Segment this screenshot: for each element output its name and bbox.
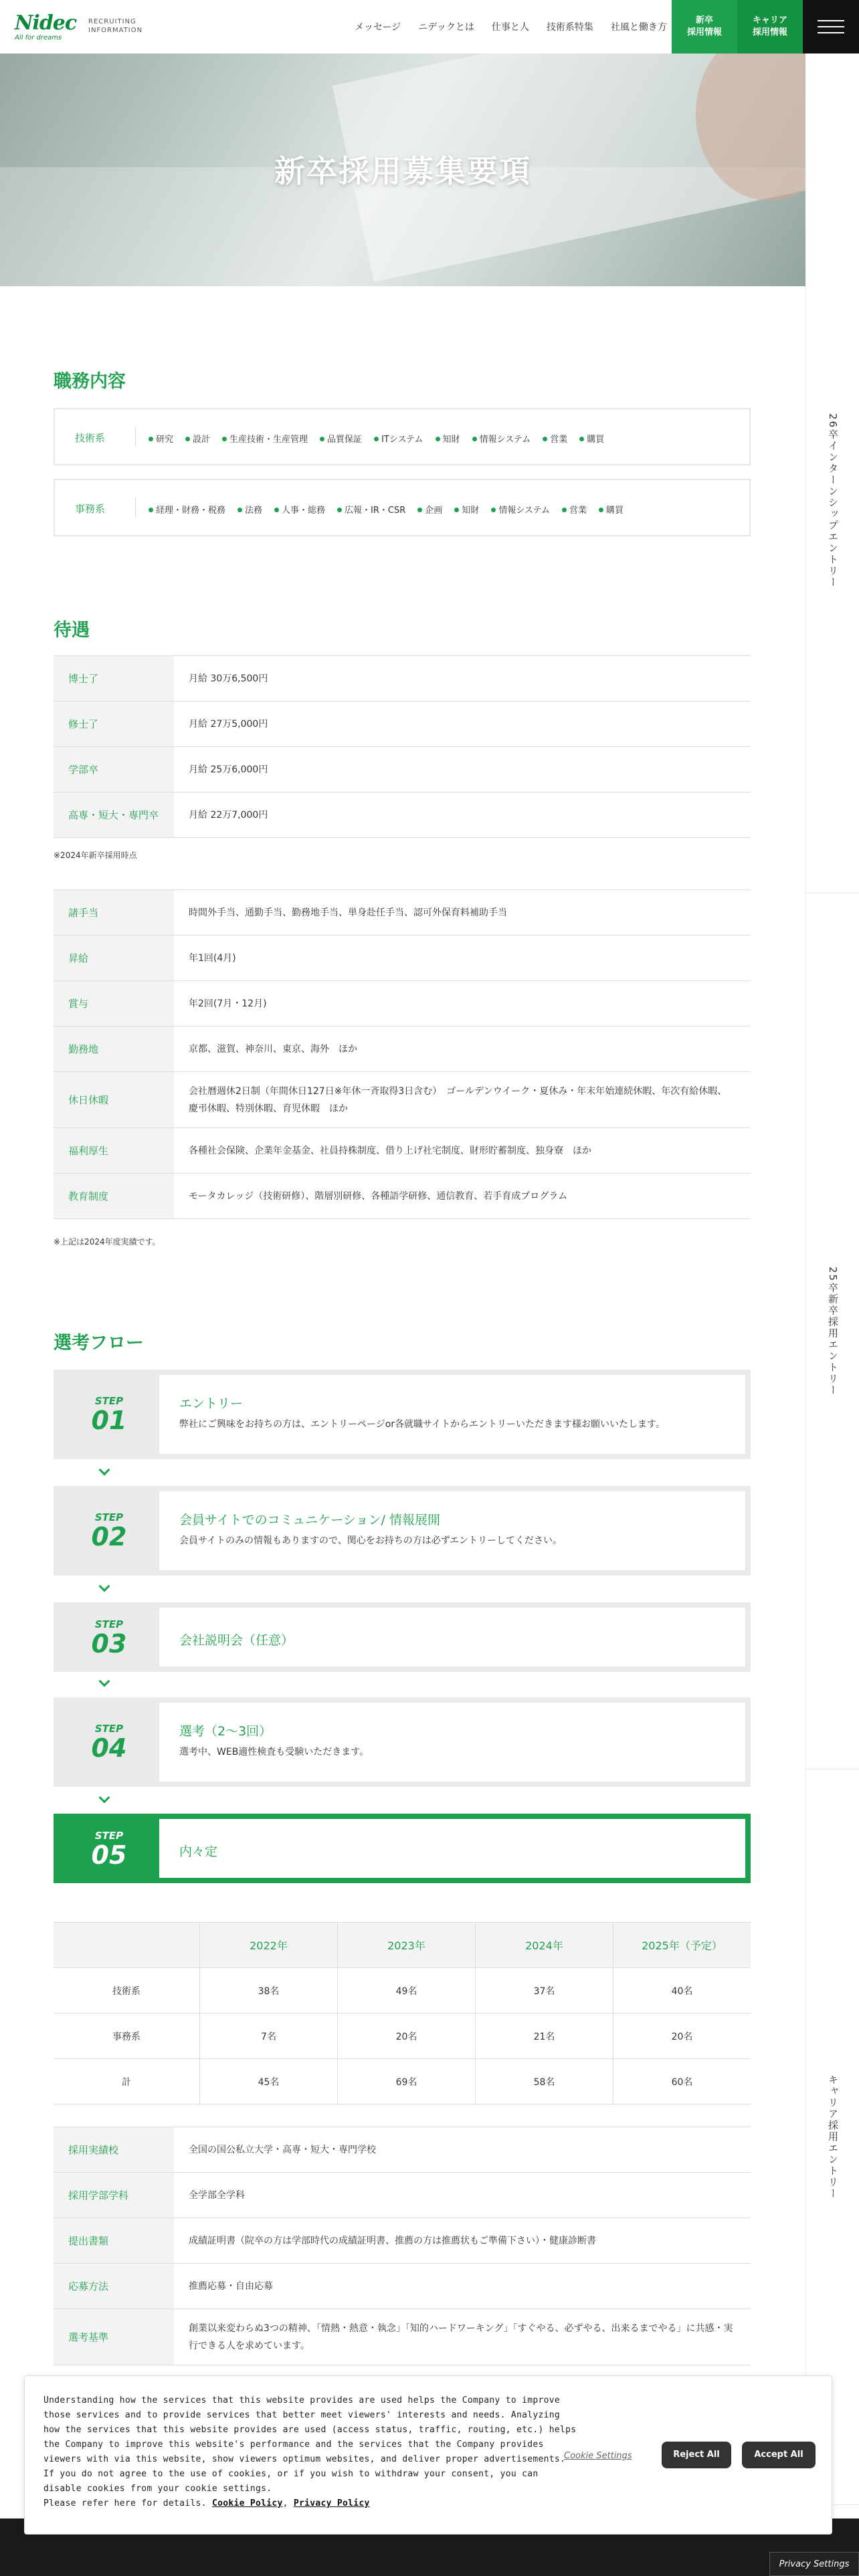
nav-work-people[interactable]: 仕事と人 [491, 22, 529, 33]
step-number [59, 1375, 159, 1454]
job-item: 営業 [543, 432, 567, 445]
job-item: 設計 [185, 432, 210, 445]
table-row [54, 936, 751, 981]
row-label: 福利厚生 [54, 1128, 174, 1173]
divider [135, 498, 136, 518]
cookie-settings-link[interactable]: Cookie Settings [564, 2451, 632, 2461]
cell: 事務系 [112, 2031, 140, 2042]
row-label: 採用学部学科 [54, 2173, 174, 2218]
career-recruit-button[interactable] [737, 0, 803, 53]
cell: 60名 [613, 2059, 751, 2104]
step-title: 内々定 [179, 1844, 218, 1859]
accept-all-button[interactable]: Accept All [742, 2442, 816, 2468]
row-label: 修士了 [54, 702, 174, 746]
cookie-text: Understanding how the services that this website provides are used helps the Company to improve those services and to provide services that better meet viewers' interests and needs. Analyzing how the services that this website provides are used (access status, traffic, routing, etc.) helps the Company to improve this website's performance and the services that the Company provides viewers with via this website, show viewers optimum websites, and deliver proper advertisements. If you do not agree to the use of cookies, or if you wish to withdraw your consent, you can disable cookies from your cookie settings. [43, 2395, 577, 2494]
job-item: 経理・財務・税務 [149, 503, 225, 516]
hiring-stats-table [54, 1922, 751, 2105]
menu-line-icon [818, 20, 844, 21]
cell: 69名 [337, 2059, 475, 2104]
table-row [54, 656, 751, 702]
job-item: 生産技術・生産管理 [222, 432, 308, 445]
table-row [54, 747, 751, 792]
flow-step-4 [54, 1697, 751, 1787]
cell: 45名 [199, 2059, 337, 2104]
cell: 38名 [199, 1968, 337, 2013]
job-item: 人事・総務 [274, 503, 325, 516]
table-row [54, 2264, 751, 2309]
row-value: 成績証明書（院卒の方は学部時代の成績証明書、推薦の方は推薦状もご準備下さい）・健康診断書 [189, 2235, 596, 2246]
step-num: 01 [91, 1406, 127, 1435]
cell: 20名 [337, 2014, 475, 2058]
job-item: 研究 [149, 432, 173, 445]
row-label: 諸手当 [54, 890, 174, 935]
hero-banner [0, 53, 805, 286]
flow-step-5 [54, 1814, 751, 1883]
side-entry-career-label: キャリア採用エントリー [827, 2074, 839, 2199]
jobs-admin-label: 事務系 [75, 503, 106, 515]
divider [135, 427, 136, 447]
job-item: 情報システム [472, 432, 531, 445]
side-entry-panel [805, 286, 859, 2493]
logo-tagline: All for dreams [15, 34, 62, 41]
step-label: STEP [94, 1395, 124, 1407]
step-num: 02 [91, 1522, 127, 1551]
cookie-policy-link[interactable]: Cookie Policy [211, 2498, 283, 2508]
job-item: 広報・IR・CSR [337, 503, 405, 516]
row-label: 採用実績校 [54, 2127, 174, 2172]
step-label: STEP [94, 1830, 124, 1842]
new-grad-label: 新卒 採用情報 [686, 15, 722, 37]
row-label: 提出書類 [54, 2218, 174, 2263]
treatment-section-title: 待遇 [54, 620, 90, 641]
table-row [54, 2014, 751, 2059]
cell: 58名 [475, 2059, 613, 2104]
row-value: 月給 25万6,000円 [189, 764, 268, 775]
chevron-down-icon [99, 1792, 110, 1804]
table-row [54, 1072, 751, 1128]
job-item: 企画 [417, 503, 442, 516]
logo-wordmark: Nidec [15, 11, 77, 35]
hamburger-menu-button[interactable] [803, 0, 859, 53]
step-num: 03 [91, 1629, 127, 1658]
reject-all-button[interactable]: Reject All [662, 2442, 731, 2468]
row-value: 全国の国公私立大学・高専・短大・専門学校 [189, 2144, 376, 2155]
page-title: 新卒採用募集要項 [274, 153, 531, 189]
row-value: 年2回(7月・12月) [189, 998, 267, 1009]
step-label: STEP [94, 1723, 124, 1735]
row-label: 応募方法 [54, 2264, 174, 2309]
jobs-tech-label: 技術系 [75, 432, 106, 444]
nav-tech-feature[interactable]: 技術系特集 [546, 22, 593, 33]
job-item: 購買 [579, 432, 604, 445]
table-row [54, 1174, 751, 1219]
jobs-tech-items [149, 432, 604, 445]
table-row [54, 1027, 751, 1072]
nidec-logo[interactable] [15, 13, 76, 41]
step-title: エントリー [179, 1396, 244, 1411]
step-desc: 弊社にご興味をお持ちの方は、エントリーページor各就職サイトからエントリーいただきます様お願いいたします。 [179, 1419, 665, 1430]
job-item: 情報システム [491, 503, 550, 516]
cell: 21名 [475, 2014, 613, 2058]
privacy-policy-link[interactable]: Privacy Policy [293, 2498, 370, 2508]
requirements-table [54, 2127, 751, 2365]
global-nav [355, 20, 667, 33]
row-value: 時間外手当、通勤手当、勤務地手当、単身赴任手当、認可外保育料補助手当 [189, 907, 507, 918]
step-number [59, 1819, 159, 1878]
step-content [179, 1394, 665, 1430]
header-cell: 2023年 [337, 1923, 475, 1967]
row-value: 推薦応募・自由応募 [189, 2280, 273, 2292]
row-label: 教育制度 [54, 1174, 174, 1218]
step-desc: 選考中、WEB適性検査も受験いただきます。 [179, 1747, 369, 1757]
job-item: ITシステム [374, 432, 423, 445]
table-row [54, 1128, 751, 1174]
cookie-refer-text: Please refer here for details. [43, 2498, 207, 2508]
privacy-settings-button[interactable]: Privacy Settings [769, 2552, 859, 2576]
row-value: 京都、滋賀、神奈川、東京、海外 ほか [189, 1043, 357, 1055]
side-entry-new-grad[interactable] [806, 893, 859, 1769]
row-label: 博士了 [54, 656, 174, 701]
step-label: STEP [94, 1618, 124, 1630]
menu-line-icon [818, 32, 844, 33]
row-value: 創業以来変わらぬ3つの精神、「情熱・熱意・執念」「知的ハードワーキング」「すぐやる、必ずやる、出来るまでやる」に共感・実行できる人を求めています。 [189, 2323, 733, 2351]
jobs-tech-box [54, 408, 751, 465]
job-item: 営業 [562, 503, 587, 516]
header-cell: 2024年 [475, 1923, 613, 1967]
jobs-section-title: 職務内容 [54, 371, 126, 392]
chevron-down-icon [99, 1676, 110, 1687]
side-entry-internship-label: 26卒インターンシップエントリー [827, 413, 839, 588]
cookie-text-block: Understanding how the services that this website provides are used helps the Company to improve those services and to provide services that better meet viewers' interests and needs. Analyzing how the services that this website provides are used (access status, traffic, routing, etc.) helps the Company to improve this website's performance and the services that the Company provides viewers with via this website, show viewers optimum websites, and deliver proper advertisements. If you do not agree to the use of cookies, or if you wish to withdraw your consent, you can disable cookies from your cookie settings. Please refer here for details. Cookie Policy, Privacy Policy [43, 2395, 577, 2508]
table-row [54, 2309, 751, 2365]
side-entry-internship[interactable] [806, 286, 859, 893]
flow-step-2 [54, 1486, 751, 1576]
table-row [54, 1968, 751, 2014]
row-value: 月給 30万6,500円 [189, 673, 268, 684]
job-item: 知財 [454, 503, 479, 516]
jobs-admin-items [149, 503, 624, 516]
row-value: 全学部全学科 [189, 2189, 245, 2201]
row-value: モータカレッジ（技術研修）、階層別研修、各種語学研修、通信教育、若手育成プログラム [189, 1190, 568, 1202]
flow-step-1 [54, 1370, 751, 1459]
header-cell [54, 1923, 199, 1967]
job-item: 知財 [436, 432, 460, 445]
step-title: 選考（2～3回） [179, 1724, 272, 1739]
row-label: 学部卒 [54, 747, 174, 792]
row-value: 年1回(4月) [189, 952, 236, 964]
row-label: 休日休暇 [54, 1072, 174, 1128]
row-label: 高専・短大・専門卒 [54, 792, 174, 837]
row-label: 賞与 [54, 981, 174, 1026]
cell: 37名 [475, 1968, 613, 2013]
row-value: 月給 22万7,000円 [189, 809, 268, 821]
step-num: 04 [91, 1733, 127, 1763]
cell: 7名 [199, 2014, 337, 2058]
table-row [54, 792, 751, 838]
row-value: 各種社会保険、企業年金基金、社員持株制度、借り上げ社宅制度、財形貯蓄制度、独身寮 ほか [189, 1145, 591, 1156]
treatment-details-table [54, 889, 751, 1219]
chevron-down-icon [99, 1465, 110, 1476]
row-value: 月給 27万5,000円 [189, 718, 268, 730]
step-num: 05 [91, 1840, 127, 1870]
chevron-down-icon [99, 1581, 110, 1592]
step-desc: 会員サイトのみの情報もありますので、関心をお持ちの方は必ずエントリーしてください。 [179, 1535, 563, 1546]
table-row [54, 2059, 751, 2105]
table-header-row [54, 1923, 751, 1968]
salary-table [54, 655, 751, 838]
logo-subtitle: RECRUITING INFORMATION [88, 18, 143, 34]
cell: 技術系 [112, 1985, 140, 1997]
job-item: 品質保証 [320, 432, 362, 445]
step-content [179, 1510, 562, 1547]
side-entry-new-grad-label: 25卒新卒採用エントリー [827, 1266, 839, 1396]
nav-about[interactable]: ニデックとは [418, 22, 474, 33]
jobs-admin-box [54, 479, 751, 536]
new-grad-recruit-button[interactable] [672, 0, 737, 53]
salary-note: ※2024年新卒採用時点 [54, 851, 137, 860]
cookie-consent-banner [24, 2375, 832, 2535]
row-label: 昇給 [54, 936, 174, 980]
table-row [54, 2173, 751, 2218]
step-label: STEP [94, 1511, 124, 1523]
flow-section-title: 選考フロー [54, 1333, 144, 1354]
header-cell: 2022年 [199, 1923, 337, 1967]
table-row [54, 702, 751, 747]
row-label: 勤務地 [54, 1027, 174, 1071]
table-row [54, 981, 751, 1027]
career-label: キャリア 採用情報 [752, 15, 787, 37]
step-number [59, 1491, 159, 1570]
nav-culture[interactable]: 社風と働き方 [610, 22, 667, 33]
table-row [54, 890, 751, 936]
cell: 計 [122, 2076, 131, 2088]
job-item: 法務 [237, 503, 262, 516]
step-content [179, 1842, 217, 1860]
cell: 40名 [613, 1968, 751, 2013]
row-label: 選考基準 [54, 2309, 174, 2365]
step-number [59, 1703, 159, 1782]
step-content [179, 1630, 294, 1648]
cell: 20名 [613, 2014, 751, 2058]
menu-line-icon [818, 26, 844, 27]
cell: 49名 [337, 1968, 475, 2013]
job-item: 購買 [599, 503, 624, 516]
flow-step-3 [54, 1602, 751, 1672]
site-header [0, 0, 859, 53]
table-row [54, 2127, 751, 2173]
row-value: 会社暦週休2日制（年間休日127日※年休一斉取得3日含む） ゴールデンウイーク・夏休み・年末年始連続休暇、年次有給休暇、慶弔休暇、特別休暇、育児休暇 ほか [189, 1085, 727, 1114]
step-number [59, 1608, 159, 1667]
step-content [179, 1721, 369, 1758]
step-title: 会社説明会（任意） [179, 1633, 294, 1648]
nav-message[interactable]: メッセージ [355, 22, 401, 33]
table-row [54, 2218, 751, 2264]
step-title: 会員サイトでのコミュニケーション/ 情報展開 [179, 1513, 440, 1527]
details-note: ※上記は2024年度実績です。 [54, 1237, 161, 1247]
header-cell: 2025年（予定） [613, 1923, 751, 1967]
